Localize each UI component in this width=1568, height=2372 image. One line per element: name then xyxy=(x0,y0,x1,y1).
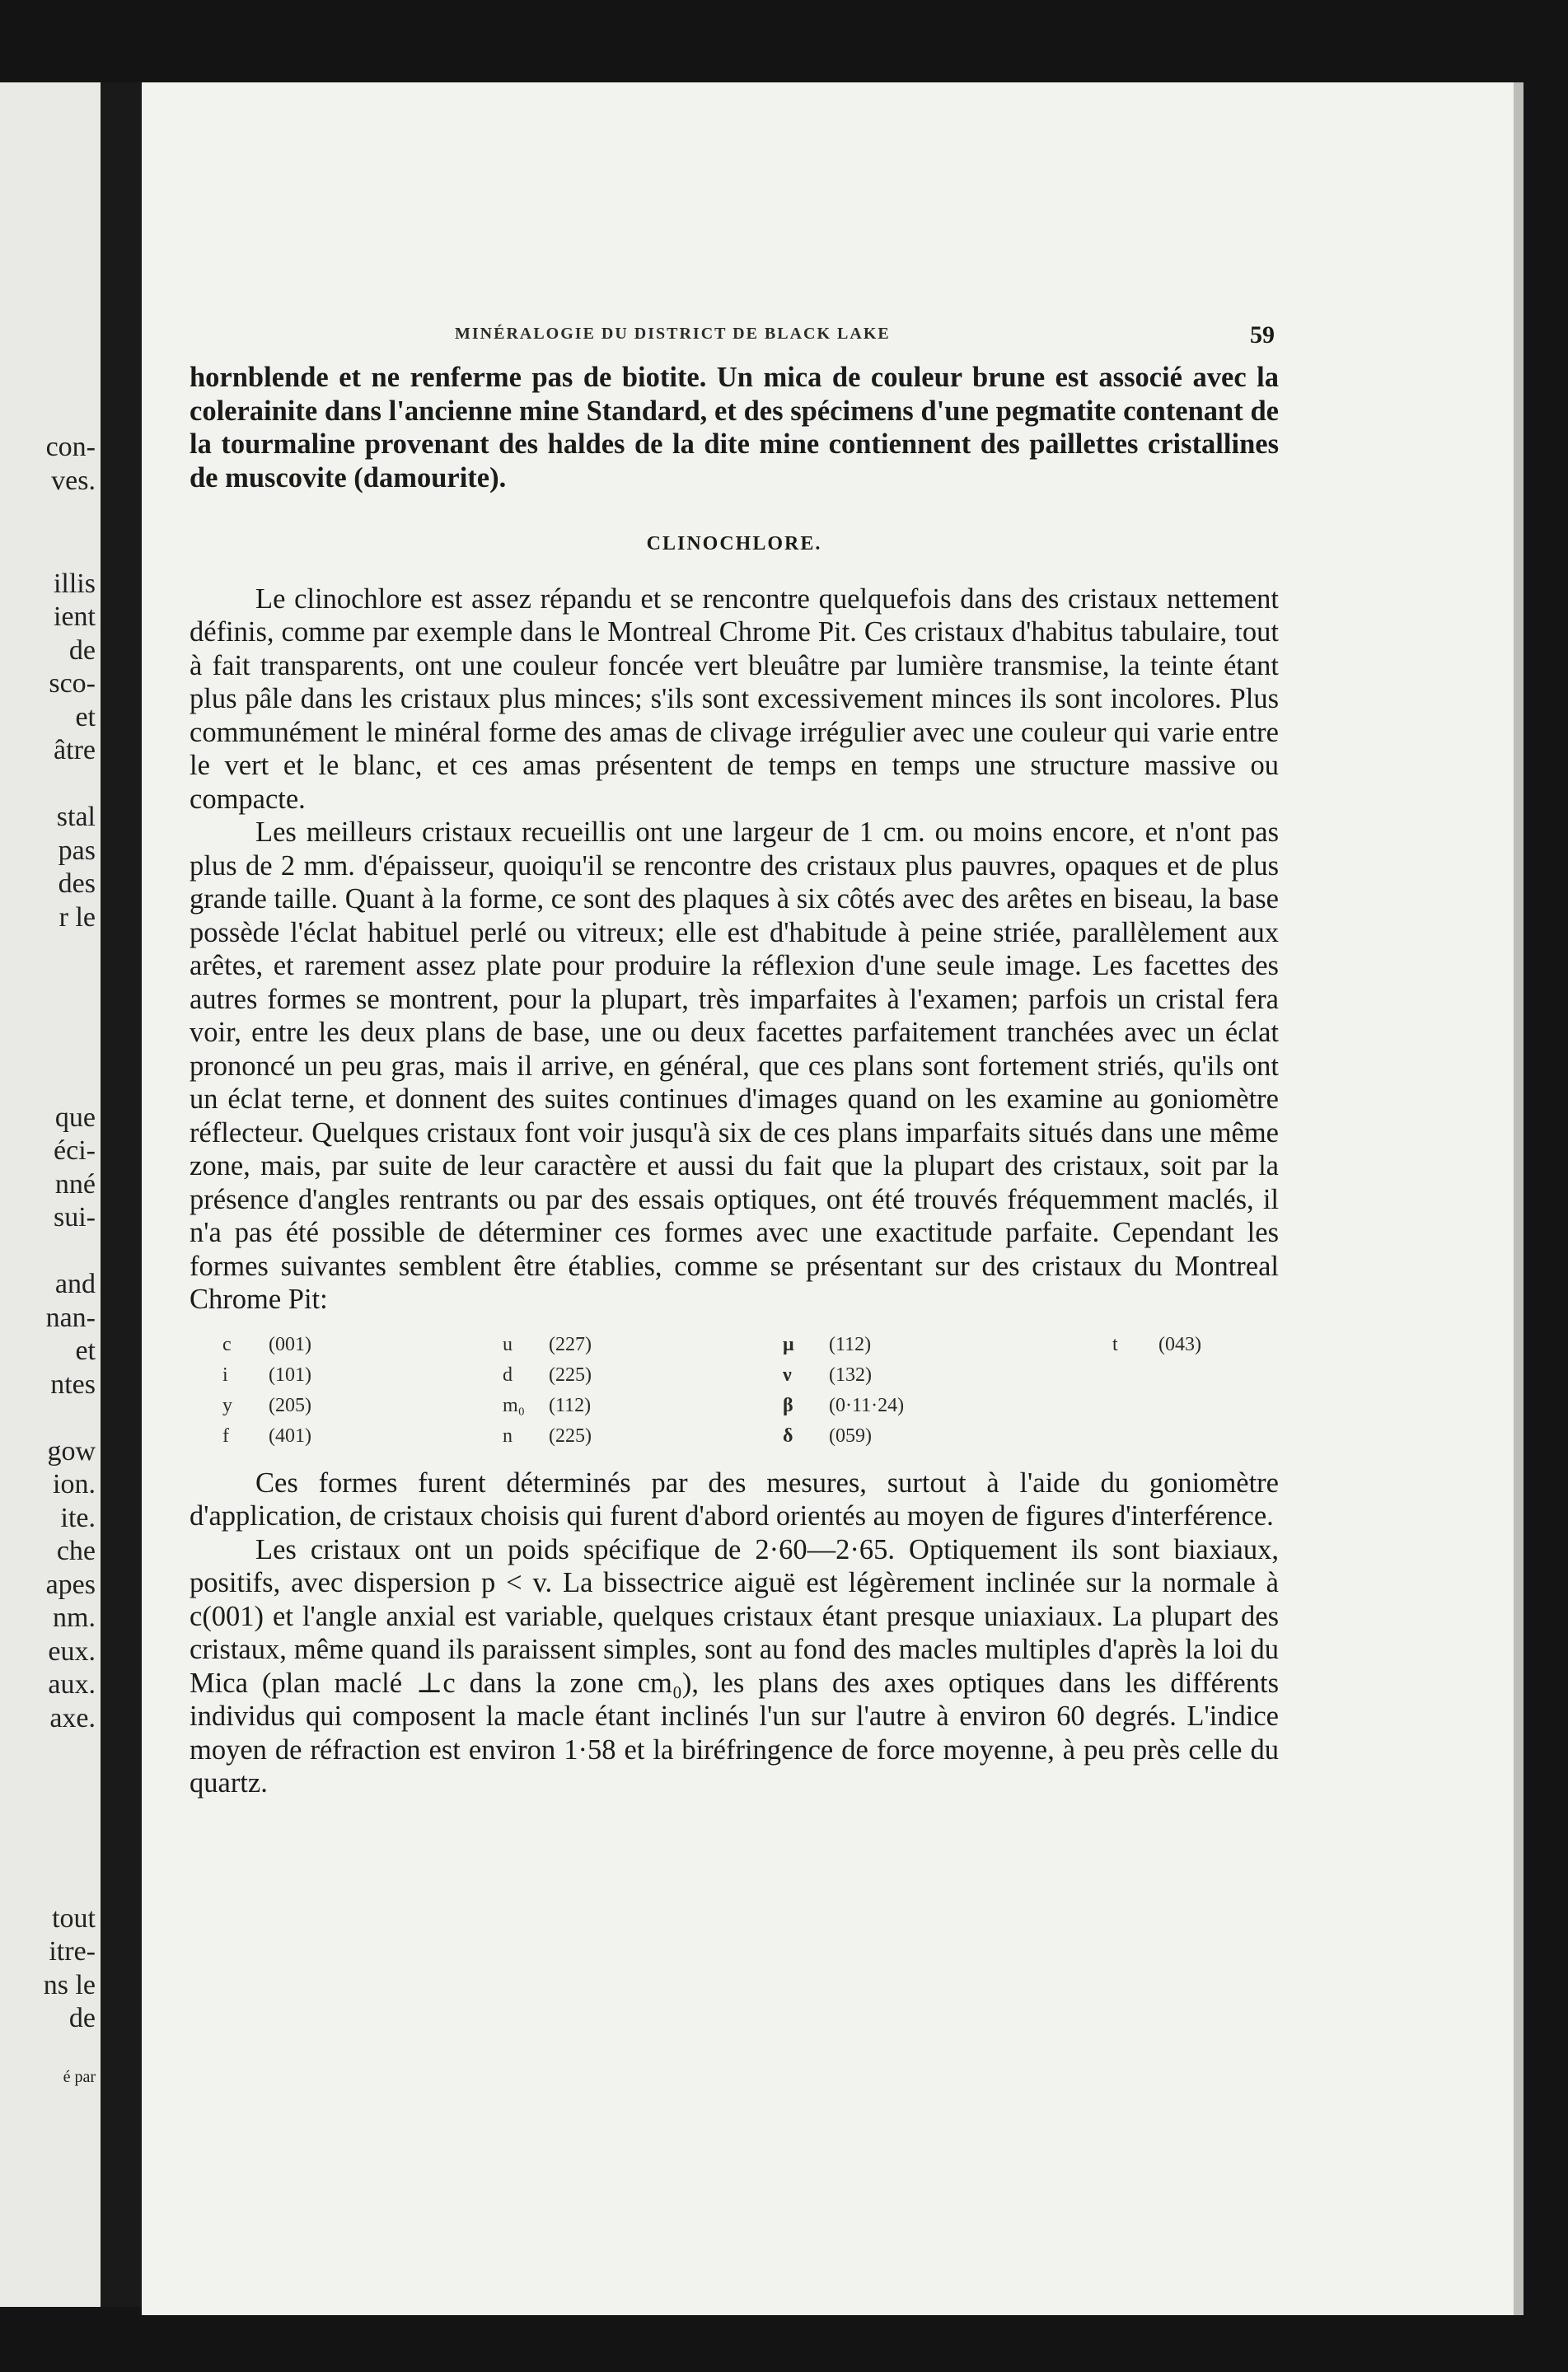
form-entry xyxy=(222,1330,503,1360)
paragraph: Les cristaux ont un poids spécifique de 2·60—2·65. Optiquement ils sont biaxiaux, positifs, avec dispersion p < v. La bissectrice aiguë est légèrement inclinée sur la normale à c(001) et l'angle anxial est variable, quelques cristaux étant presque uniaxiaux. La plupart des cristaux, même quand ils paraissent simples, sont au fond des macles multiples d'après la loi du Mica (plan maclé ⊥c dans la zone cm₀), les plans des axes optiques dans les différents individus qui composent la macle étant inclinés l'un sur l'autre à environ 60 degrés. L'indice moyen de réfraction est environ 1·58 et la biréfringence de force moyenne, à peu près celle du quartz. xyxy=(190,1533,1279,1799)
form-symbol: f xyxy=(222,1425,229,1447)
fragment-text: nm. xyxy=(53,1602,96,1633)
fragment-text: de xyxy=(68,635,96,666)
form-symbol: d xyxy=(503,1364,513,1386)
form-symbol: y xyxy=(222,1394,232,1416)
book-gutter xyxy=(101,82,142,2307)
form-symbol: c xyxy=(222,1333,232,1355)
fragment-text: é par xyxy=(63,2068,96,2086)
fragment-text: et xyxy=(75,702,96,732)
fragment-text: ite. xyxy=(60,1503,96,1533)
fragment-text: ient xyxy=(54,601,96,632)
form-symbol: β xyxy=(783,1394,793,1416)
form-entry xyxy=(503,1330,783,1360)
fragment-text: tout xyxy=(52,1903,96,1934)
form-entry xyxy=(1112,1391,1310,1421)
fragment-text: pas xyxy=(58,835,96,866)
fragment-text: sco- xyxy=(49,668,96,699)
fragment-text: ns le xyxy=(43,1970,96,2000)
adjacent-page-fragments xyxy=(0,82,101,2307)
fragment-text: che xyxy=(56,1536,96,1566)
fragment-text: eux. xyxy=(48,1636,96,1667)
form-entry xyxy=(503,1391,783,1421)
form-index: (043) xyxy=(1158,1333,1201,1355)
form-symbol: u xyxy=(503,1333,513,1355)
fragment-text: des xyxy=(58,868,96,899)
fragment-text: ves. xyxy=(51,466,96,496)
form-index: (205) xyxy=(269,1394,311,1416)
form-entry xyxy=(503,1421,783,1452)
form-entry xyxy=(783,1421,1112,1452)
fragment-text: nan- xyxy=(45,1303,96,1333)
crystal-forms-table xyxy=(222,1330,1310,1452)
fragment-text: and xyxy=(54,1269,96,1299)
form-index: (225) xyxy=(549,1364,592,1386)
form-entry xyxy=(1112,1360,1310,1391)
section-title: CLINOCHLORE. xyxy=(646,533,822,554)
fragment-text: itre- xyxy=(49,1936,96,1967)
form-entry xyxy=(222,1421,503,1452)
form-symbol: δ xyxy=(783,1425,793,1447)
form-entry xyxy=(1112,1421,1310,1452)
fragment-text: gow xyxy=(47,1436,96,1467)
fragment-text: de xyxy=(68,2003,96,2033)
form-index: (132) xyxy=(829,1364,872,1386)
fragment-text: ntes xyxy=(50,1369,96,1400)
fragment-text: stal xyxy=(56,802,96,832)
fragment-text: r le xyxy=(59,902,96,933)
paragraph: Ces formes furent déterminés par des mesures, surtout à l'aide du goniomètre d'application, de cristaux choisis qui furent d'abord orientés au moyen de figures d'interférence. xyxy=(190,1467,1279,1532)
adjacent-page-edge xyxy=(0,82,101,2307)
form-index: (112) xyxy=(549,1394,592,1416)
fragment-text: que xyxy=(54,1102,96,1133)
form-index: (225) xyxy=(549,1425,592,1447)
form-symbol: i xyxy=(222,1364,228,1386)
form-entry xyxy=(222,1391,503,1421)
form-index: (001) xyxy=(269,1333,311,1355)
form-entry xyxy=(783,1360,1112,1391)
form-symbol: t xyxy=(1112,1333,1118,1355)
fragment-text: éci- xyxy=(54,1135,96,1166)
fragment-text: aux. xyxy=(48,1669,96,1700)
form-entry xyxy=(1112,1330,1310,1360)
form-symbol: μ xyxy=(783,1333,794,1355)
form-index: (401) xyxy=(269,1425,311,1447)
intro-paragraph: hornblende et ne renferme pas de biotite. Un mica de couleur brune est associé avec la colerainite dans l'ancienne mine Standard, et des spécimens d'une pegmatite contenant de la tourmaline provenant des haldes de la dite mine contiennent des paillettes cristallines de muscovite (damourite). xyxy=(190,362,1279,494)
fragment-text: illis xyxy=(53,568,96,599)
form-index: (0·11·24) xyxy=(829,1394,905,1416)
fragment-text: nné xyxy=(54,1169,96,1200)
fragment-text: et xyxy=(75,1336,96,1366)
running-head: MINÉRALOGIE DU DISTRICT DE BLACK LAKE xyxy=(455,325,891,343)
form-entry xyxy=(503,1360,783,1391)
form-entry xyxy=(222,1360,503,1391)
paragraph: Les meilleurs cristaux recueillis ont une largeur de 1 cm. ou moins encore, et n'ont pas plus de 2 mm. d'épaisseur, quoiqu'il se rencontre des cristaux plus pauvres, opaques et de plus grande taille. Quant à la forme, ce sont des plaques à six côtés avec des arêtes en biseau, la base possède l'éclat habituel perlé ou vitreux; elle est d'habitude à peine striée, parallèlement aux arêtes, et rarement assez plate pour produire la réflexion d'une seule image. Les facettes des autres formes se montrent, pour la plupart, très imparfaites à l'examen; parfois un cristal fera voir, entre les deux plans de base, une ou deux facettes parfaitement tranchées avec un éclat prononcé un peu gras, mais il arrive, en général, que ces plans sont fortement striés, qu'ils ont un éclat terne, et donnent des suites continues d'images quand on les examine au goniomètre réflecteur. Quelques cristaux font voir jusqu'à six de ces plans imparfaits situés dans une même zone, mais, par suite de leur caractère et aussi du fait que la plupart des cristaux, soit par la présence d'angles rentrants ou par des essais optiques, ont été trouvés fréquemment maclés, il n'a pas été possible de déterminer ces formes avec une exactitude parfaite. Cependant les formes suivantes semblent être établies, comme se présentant sur des cristaux du Montreal Chrome Pit: xyxy=(190,816,1279,1315)
book-page xyxy=(142,82,1514,2315)
body-text xyxy=(190,361,1279,1800)
form-symbol: n xyxy=(503,1425,513,1447)
form-index: (112) xyxy=(829,1333,872,1355)
fragment-text: sui- xyxy=(54,1202,96,1233)
form-symbol: ν xyxy=(783,1364,792,1386)
fragment-text: axe. xyxy=(49,1703,96,1733)
page-number: 59 xyxy=(1250,321,1275,349)
form-symbol: m₀ xyxy=(503,1394,526,1416)
fragment-text: ion. xyxy=(53,1469,96,1499)
fragment-text: âtre xyxy=(54,735,96,765)
form-index: (101) xyxy=(269,1364,311,1386)
fragment-text: con- xyxy=(45,432,96,462)
form-index: (059) xyxy=(829,1425,872,1447)
form-index: (227) xyxy=(549,1333,592,1355)
form-entry xyxy=(783,1391,1112,1421)
form-entry xyxy=(783,1330,1112,1360)
paragraph: Le clinochlore est assez répandu et se rencontre quelquefois dans des cristaux nettement définis, comme par exemple dans le Montreal Chrome Pit. Ces cristaux d'habitus tabulaire, tout à fait transparents, ont une couleur foncée vert bleuâtre par lumière transmise, la teinte étant plus pâle dans les cristaux plus minces; s'ils sont excessivement minces ils sont incolores. Plus communément le minéral forme des amas de clivage irrégulier avec une couleur qui varie entre le vert et le blanc, et ces amas présentent de temps en temps une structure massive ou compacte. xyxy=(190,582,1279,815)
page-header xyxy=(142,321,1514,354)
fragment-text: apes xyxy=(45,1570,96,1600)
page-right-edge xyxy=(1514,82,1524,2315)
